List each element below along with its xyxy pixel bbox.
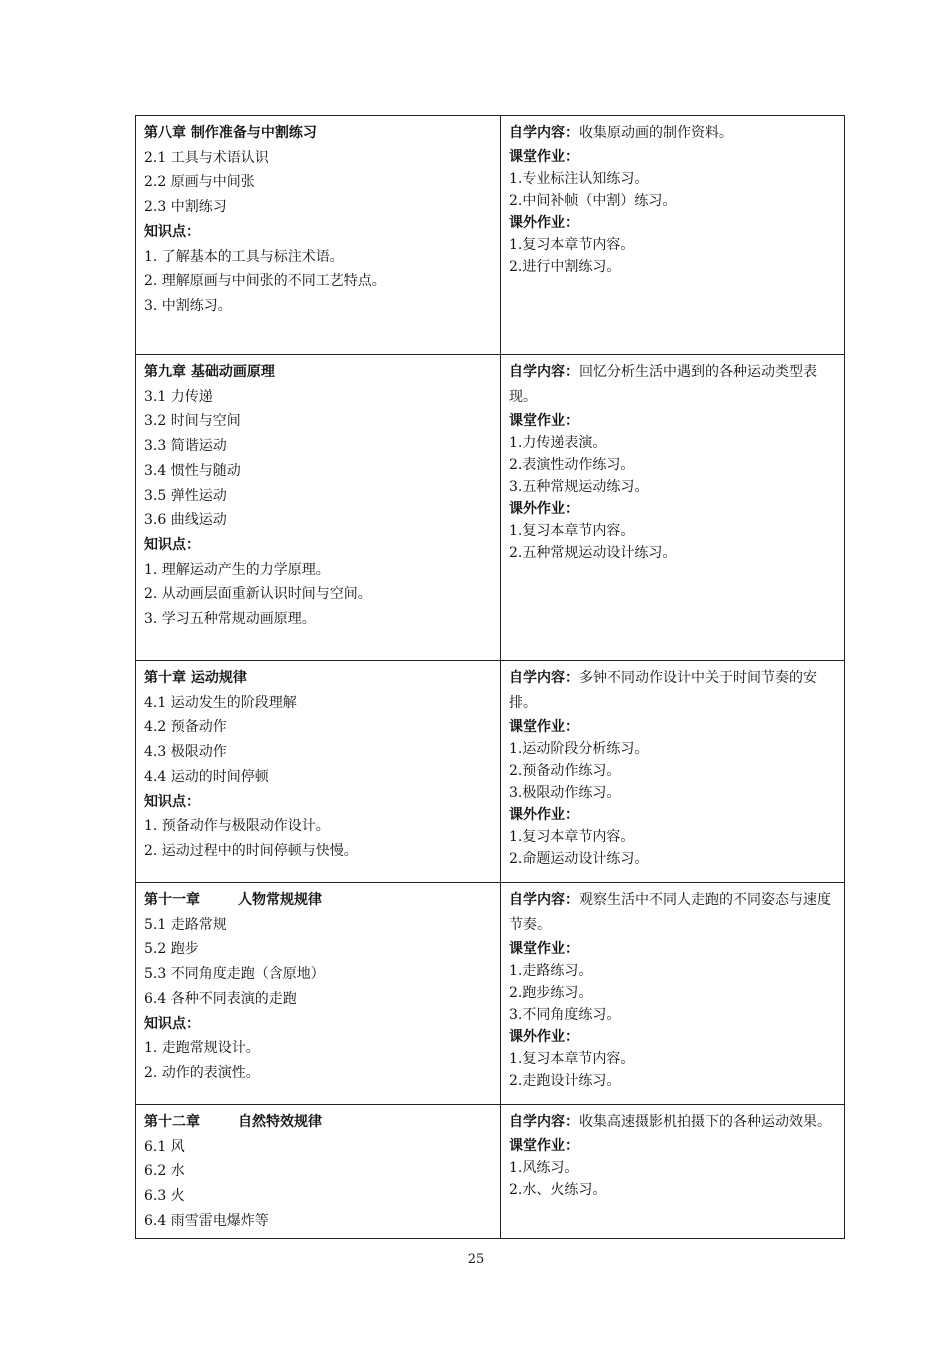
table-row bbox=[136, 661, 845, 883]
chapter-outline-cell bbox=[136, 1105, 501, 1239]
homework-label: 课外作业： bbox=[509, 1029, 579, 1045]
knowledge-item: 3. 学习五种常规动画原理。 bbox=[144, 611, 316, 628]
chapter-outline-cell bbox=[136, 355, 501, 661]
classwork-item: 1.专业标注认知练习。 bbox=[509, 171, 649, 187]
classwork-label: 课堂作业： bbox=[509, 1138, 579, 1154]
chapter-title: 第八章 制作准备与中割练习 bbox=[144, 125, 317, 141]
self-study-label: 自学内容： bbox=[509, 670, 579, 686]
section-item: 2.3 中割练习 bbox=[144, 199, 227, 216]
knowledge-item: 1. 预备动作与极限动作设计。 bbox=[144, 818, 330, 835]
self-study-label: 自学内容： bbox=[509, 364, 579, 380]
knowledge-item: 2. 从动画层面重新认识时间与空间。 bbox=[144, 586, 372, 603]
section-item: 3.2 时间与空间 bbox=[144, 413, 241, 430]
assignments-cell bbox=[501, 355, 845, 661]
homework-item: 1.复习本章节内容。 bbox=[509, 829, 635, 845]
classwork-item: 3.极限动作练习。 bbox=[509, 785, 621, 801]
self-study-text: 回忆分析生活中遇到的各种运动类型表现。 bbox=[509, 364, 817, 405]
self-study-text: 收集高速摄影机拍摄下的各种运动效果。 bbox=[579, 1114, 831, 1130]
knowledge-label: 知识点： bbox=[144, 1015, 200, 1032]
table-row bbox=[136, 1105, 845, 1239]
section-item: 4.3 极限动作 bbox=[144, 744, 227, 761]
classwork-item: 1.风练习。 bbox=[509, 1160, 579, 1176]
homework-item: 2.五种常规运动设计练习。 bbox=[509, 545, 677, 561]
classwork-label: 课堂作业： bbox=[509, 941, 579, 957]
table-row bbox=[136, 116, 845, 355]
classwork-item: 3.五种常规运动练习。 bbox=[509, 479, 649, 495]
chapter-title: 第十章 运动规律 bbox=[144, 670, 247, 686]
knowledge-label: 知识点： bbox=[144, 223, 200, 240]
classwork-label: 课堂作业： bbox=[509, 413, 579, 429]
self-study bbox=[509, 121, 837, 146]
page-number: 25 bbox=[467, 1252, 485, 1267]
knowledge-item: 2. 理解原画与中间张的不同工艺特点。 bbox=[144, 273, 386, 290]
classwork-label: 课堂作业： bbox=[509, 719, 579, 735]
classwork-item: 3.不同角度练习。 bbox=[509, 1007, 621, 1023]
chapter-name: 人物常规规律 bbox=[238, 892, 322, 908]
knowledge-label: 知识点： bbox=[144, 793, 200, 810]
chapter-outline-cell bbox=[136, 661, 501, 883]
table-row bbox=[136, 883, 845, 1105]
self-study bbox=[509, 888, 837, 938]
classwork-item: 1.走路练习。 bbox=[509, 963, 593, 979]
section-item: 6.2 水 bbox=[144, 1163, 185, 1180]
knowledge-item: 1. 理解运动产生的力学原理。 bbox=[144, 561, 330, 578]
section-item: 4.2 预备动作 bbox=[144, 719, 227, 736]
homework-item: 2.命题运动设计练习。 bbox=[509, 851, 649, 867]
classwork-item: 1.力传递表演。 bbox=[509, 435, 607, 451]
chapter-name: 自然特效规律 bbox=[238, 1114, 322, 1130]
syllabus-table bbox=[135, 115, 845, 1239]
classwork-item: 2.水、火练习。 bbox=[509, 1182, 607, 1198]
chapter-number: 第十二章 bbox=[144, 1114, 200, 1130]
knowledge-item: 2. 运动过程中的时间停顿与快慢。 bbox=[144, 842, 358, 859]
self-study-text: 观察生活中不同人走跑的不同姿态与速度节奏。 bbox=[509, 892, 831, 933]
homework-label: 课外作业： bbox=[509, 501, 579, 517]
section-item: 6.4 各种不同表演的走跑 bbox=[144, 990, 297, 1007]
homework-label: 课外作业： bbox=[509, 807, 579, 823]
assignments-cell bbox=[501, 883, 845, 1105]
section-item: 3.3 简谐运动 bbox=[144, 438, 227, 455]
homework-item: 1.复习本章节内容。 bbox=[509, 1051, 635, 1067]
section-item: 2.2 原画与中间张 bbox=[144, 174, 255, 191]
section-item: 6.1 风 bbox=[144, 1138, 185, 1155]
knowledge-item: 1. 走跑常规设计。 bbox=[144, 1040, 260, 1057]
section-item: 5.3 不同角度走跑（含原地） bbox=[144, 966, 325, 983]
chapter-outline-cell bbox=[136, 883, 501, 1105]
section-item: 3.4 惯性与随动 bbox=[144, 462, 241, 479]
assignments-cell bbox=[501, 1105, 845, 1239]
self-study-text: 多钟不同动作设计中关于时间节奏的安排。 bbox=[509, 670, 817, 711]
chapter-title bbox=[144, 888, 493, 913]
chapter-title bbox=[144, 1110, 493, 1135]
section-item: 4.1 运动发生的阶段理解 bbox=[144, 694, 297, 711]
section-item: 3.5 弹性运动 bbox=[144, 487, 227, 504]
table-row bbox=[136, 355, 845, 661]
self-study bbox=[509, 360, 837, 410]
homework-item: 2.进行中割练习。 bbox=[509, 259, 621, 275]
section-item: 3.1 力传递 bbox=[144, 388, 213, 405]
knowledge-item: 2. 动作的表演性。 bbox=[144, 1064, 260, 1081]
chapter-outline-cell bbox=[136, 116, 501, 355]
classwork-item: 2.中间补帧（中割）练习。 bbox=[509, 193, 677, 209]
classwork-label: 课堂作业： bbox=[509, 149, 579, 165]
section-item: 6.4 雨雪雷电爆炸等 bbox=[144, 1212, 269, 1229]
classwork-item: 2.预备动作练习。 bbox=[509, 763, 621, 779]
homework-item: 2.走跑设计练习。 bbox=[509, 1073, 621, 1089]
knowledge-item: 1. 了解基本的工具与标注术语。 bbox=[144, 248, 344, 265]
section-item: 6.3 火 bbox=[144, 1188, 185, 1205]
self-study bbox=[509, 666, 837, 716]
homework-item: 1.复习本章节内容。 bbox=[509, 237, 635, 253]
homework-item: 1.复习本章节内容。 bbox=[509, 523, 635, 539]
section-item: 5.2 跑步 bbox=[144, 941, 199, 958]
chapter-number: 第十一章 bbox=[144, 892, 200, 908]
assignments-cell bbox=[501, 661, 845, 883]
self-study-label: 自学内容： bbox=[509, 892, 579, 908]
homework-label: 课外作业： bbox=[509, 215, 579, 231]
self-study bbox=[509, 1110, 837, 1135]
section-item: 3.6 曲线运动 bbox=[144, 512, 227, 529]
self-study-text: 收集原动画的制作资料。 bbox=[579, 125, 733, 141]
classwork-item: 2.跑步练习。 bbox=[509, 985, 593, 1001]
section-item: 4.4 运动的时间停顿 bbox=[144, 768, 269, 785]
self-study-label: 自学内容： bbox=[509, 125, 579, 141]
self-study-label: 自学内容： bbox=[509, 1114, 579, 1130]
section-item: 5.1 走路常规 bbox=[144, 916, 227, 933]
chapter-title: 第九章 基础动画原理 bbox=[144, 364, 275, 380]
knowledge-label: 知识点： bbox=[144, 536, 200, 553]
knowledge-item: 3. 中割练习。 bbox=[144, 297, 232, 314]
section-item: 2.1 工具与术语认识 bbox=[144, 149, 269, 166]
classwork-item: 1.运动阶段分析练习。 bbox=[509, 741, 649, 757]
assignments-cell bbox=[501, 116, 845, 355]
classwork-item: 2.表演性动作练习。 bbox=[509, 457, 635, 473]
